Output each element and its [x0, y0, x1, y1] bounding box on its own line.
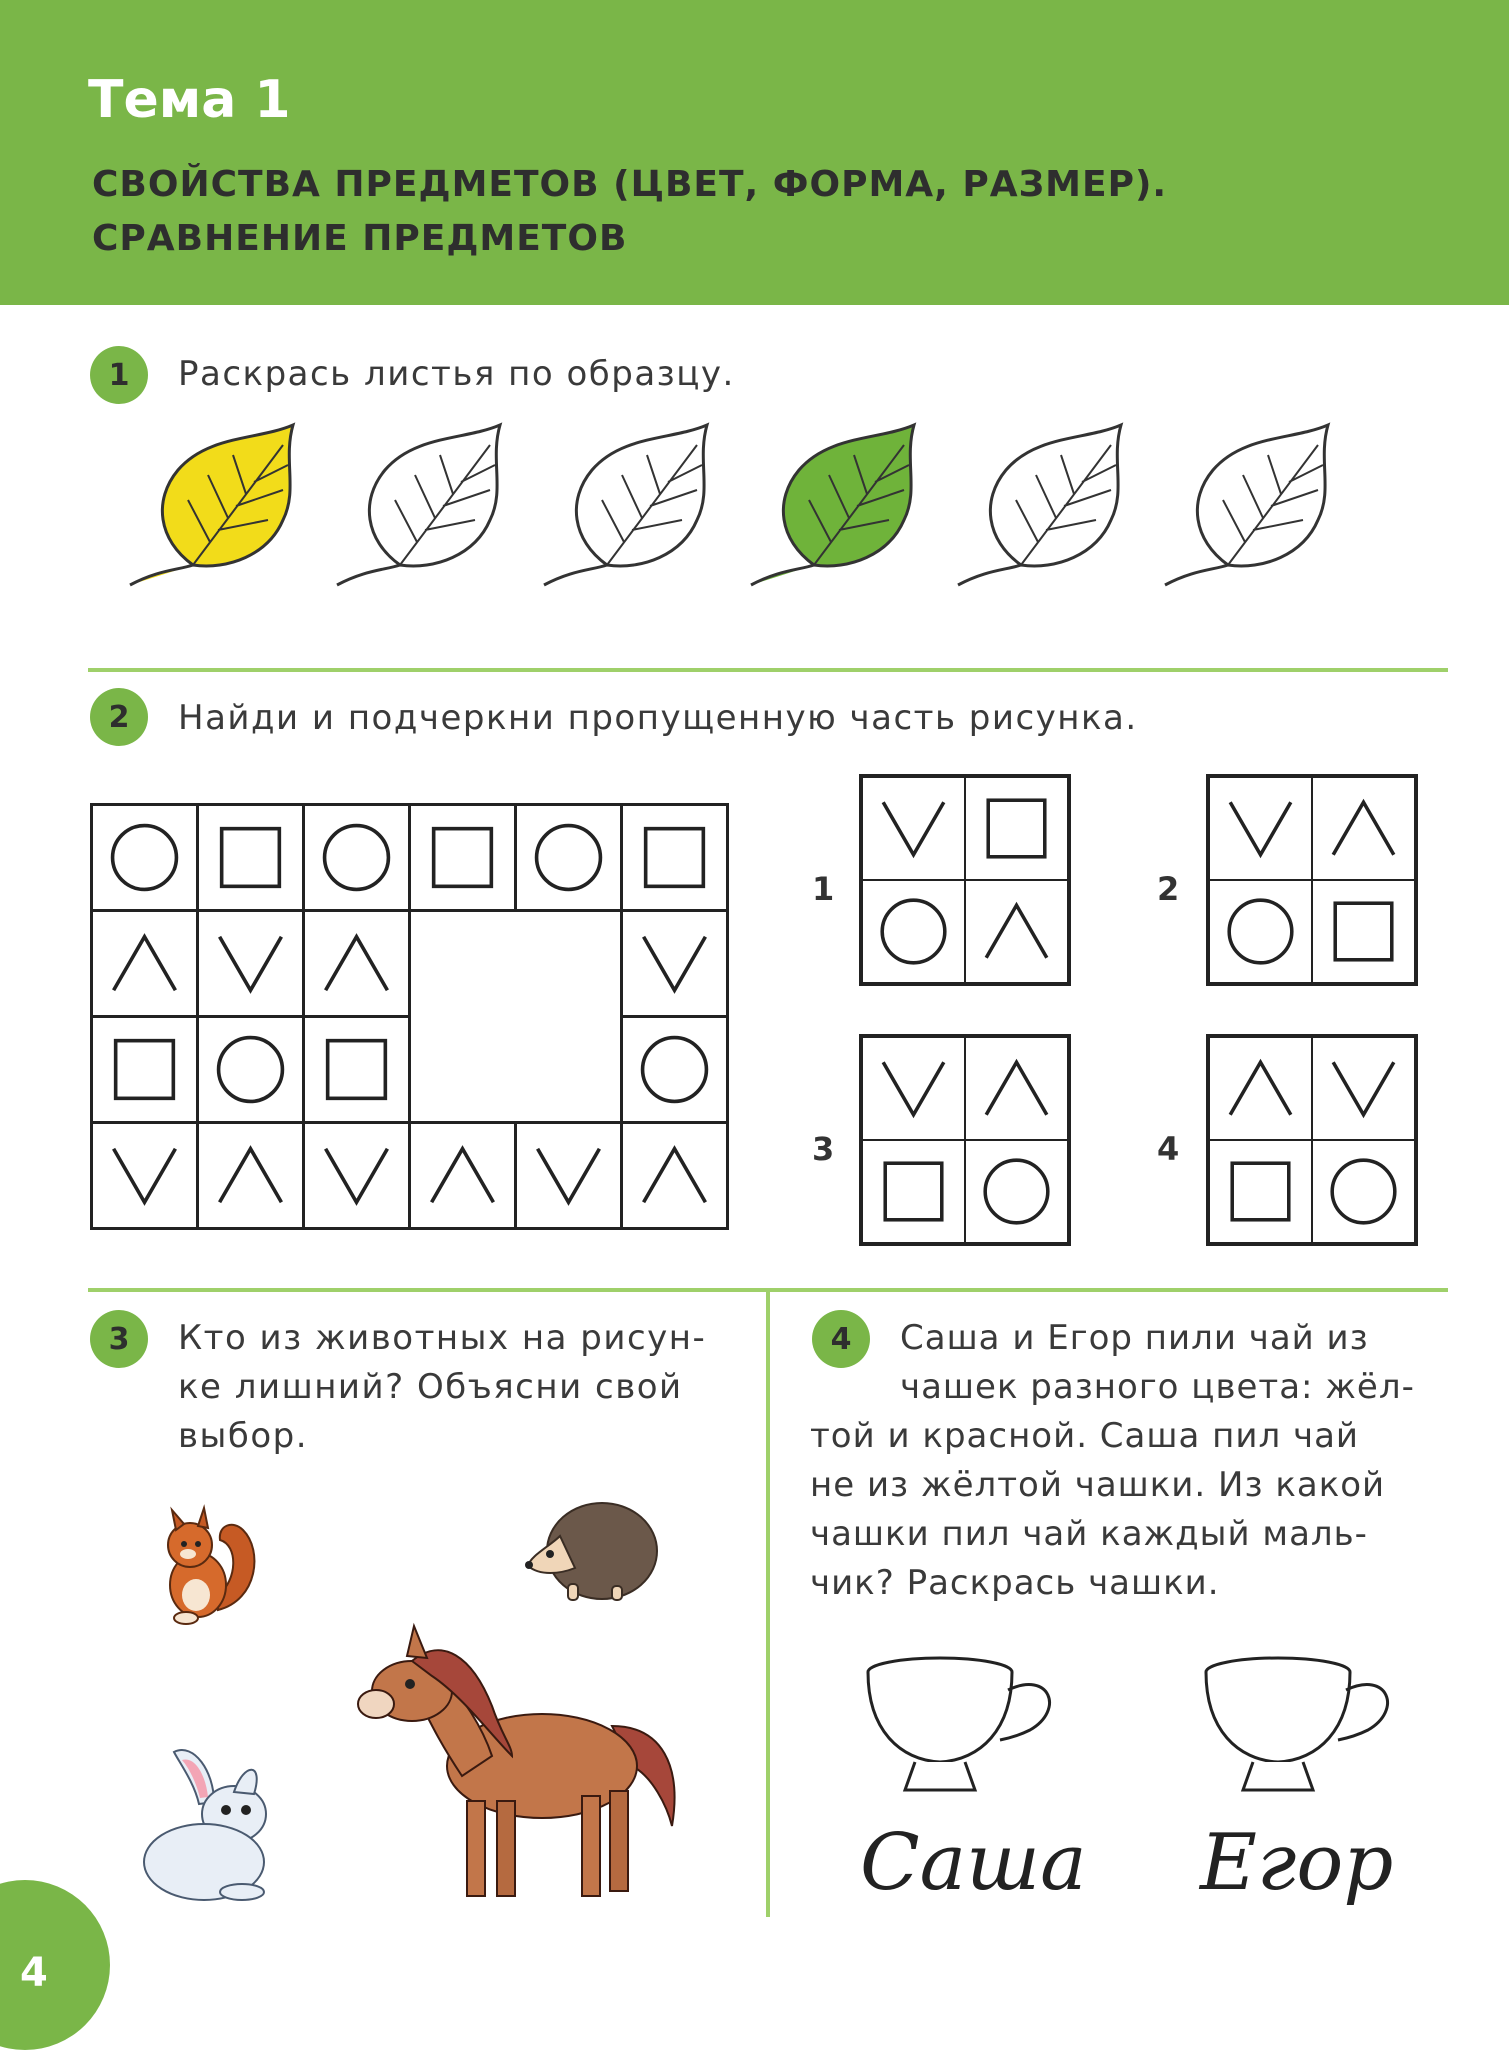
cup-2-label: Егор [1200, 1818, 1394, 1908]
chevron-down-icon [1209, 777, 1312, 880]
missing-cell [516, 911, 622, 1017]
square-shape [198, 805, 304, 911]
cup-1-label: Саша [860, 1818, 1087, 1908]
chevron-up-icon [622, 1123, 728, 1229]
option-3-grid[interactable] [859, 1034, 1071, 1246]
divider-vertical [766, 1292, 770, 1917]
chevron-up-icon [92, 911, 198, 1017]
circle-shape [198, 1017, 304, 1123]
chevron-up-icon [198, 1123, 304, 1229]
task-3-line-3: выбор. [178, 1416, 309, 1456]
circle-shape [622, 1017, 728, 1123]
task-1-text: Раскрась листья по образцу. [178, 354, 735, 394]
leaf-green[interactable] [739, 420, 934, 615]
chevron-down-icon [622, 911, 728, 1017]
task-4-text [810, 1314, 1450, 1608]
task-2-number: 2 [90, 688, 148, 746]
chevron-down-icon [304, 1123, 410, 1229]
square-shape [862, 1140, 965, 1243]
missing-cell [410, 911, 516, 1017]
circle-shape [92, 805, 198, 911]
option-4-grid[interactable] [1206, 1034, 1418, 1246]
hedgehog-illustration[interactable] [520, 1496, 660, 1606]
circle-shape [862, 880, 965, 983]
pattern-grid [90, 803, 729, 1230]
square-shape [92, 1017, 198, 1123]
square-shape [1209, 1140, 1312, 1243]
chevron-down-icon [862, 777, 965, 880]
leaves-row [118, 420, 1418, 620]
heading-line-1: СВОЙСТВА ПРЕДМЕТОВ (ЦВЕТ, ФОРМА, РАЗМЕР). [92, 164, 1168, 205]
topic-header [0, 0, 1509, 305]
task-4-number: 4 [812, 1310, 870, 1368]
chevron-down-icon [516, 1123, 622, 1229]
chevron-up-icon [304, 911, 410, 1017]
chevron-down-icon [198, 911, 304, 1017]
topic-heading [92, 158, 1167, 266]
heading-line-2: СРАВНЕНИЕ ПРЕДМЕТОВ [92, 218, 628, 259]
option-2-label: 2 [1157, 870, 1180, 908]
task-3-text [178, 1314, 706, 1461]
option-1-grid[interactable] [859, 774, 1071, 986]
circle-shape [304, 805, 410, 911]
leaf-white[interactable] [1153, 420, 1348, 615]
circle-shape [516, 805, 622, 911]
circle-shape [1209, 880, 1312, 983]
horse-illustration[interactable] [352, 1616, 692, 1916]
task-4-line-1: Саша и Егор пили чай из [900, 1318, 1369, 1358]
chevron-down-icon [92, 1123, 198, 1229]
chevron-up-icon [1209, 1037, 1312, 1140]
chevron-down-icon [1312, 1037, 1415, 1140]
task-4-line-5: чашки пил чай каждый маль- [810, 1514, 1368, 1554]
cup-egor[interactable] [1198, 1650, 1408, 1810]
missing-cell [516, 1017, 622, 1123]
square-shape [622, 805, 728, 911]
square-shape [304, 1017, 410, 1123]
chevron-up-icon [1312, 777, 1415, 880]
chevron-up-icon [410, 1123, 516, 1229]
grid-row [92, 1123, 728, 1229]
task-4-line-2: чашек разного цвета: жёл- [900, 1367, 1415, 1407]
missing-cell [410, 1017, 516, 1123]
task-4-line-3: той и красной. Саша пил чай [810, 1416, 1360, 1456]
option-4-label: 4 [1157, 1130, 1180, 1168]
square-shape [410, 805, 516, 911]
grid-row [92, 1017, 728, 1123]
squirrel-illustration[interactable] [148, 1500, 268, 1630]
square-shape [965, 777, 1068, 880]
grid-row [92, 805, 728, 911]
option-2-grid[interactable] [1206, 774, 1418, 986]
task-1-number: 1 [90, 346, 148, 404]
task-3-number: 3 [90, 1310, 148, 1368]
theme-title: Тема 1 [88, 70, 291, 130]
grid-row [92, 911, 728, 1017]
option-1-label: 1 [812, 870, 835, 908]
chevron-up-icon [965, 880, 1068, 983]
option-3-label: 3 [812, 1130, 835, 1168]
divider-1 [88, 668, 1448, 672]
chevron-up-icon [965, 1037, 1068, 1140]
chevron-down-icon [862, 1037, 965, 1140]
task-4-line-6: чик? Раскрась чашки. [810, 1563, 1220, 1603]
leaf-white[interactable] [325, 420, 520, 615]
leaf-yellow[interactable] [118, 420, 313, 615]
page-corner [0, 1880, 110, 2050]
square-shape [1312, 880, 1415, 983]
task-3-line-1: Кто из животных на рисун- [178, 1318, 707, 1358]
rabbit-illustration[interactable] [134, 1742, 304, 1912]
task-3-line-2: ке лишний? Объясни свой [178, 1367, 683, 1407]
task-2-text: Найди и подчеркни пропущенную часть рисунка. [178, 698, 1138, 738]
cup-sasha[interactable] [860, 1650, 1070, 1810]
circle-shape [965, 1140, 1068, 1243]
circle-shape [1312, 1140, 1415, 1243]
page-number: 4 [20, 1950, 48, 1996]
leaf-white[interactable] [946, 420, 1141, 615]
leaf-white[interactable] [532, 420, 727, 615]
task-4-line-4: не из жёлтой чашки. Из какой [810, 1465, 1386, 1505]
